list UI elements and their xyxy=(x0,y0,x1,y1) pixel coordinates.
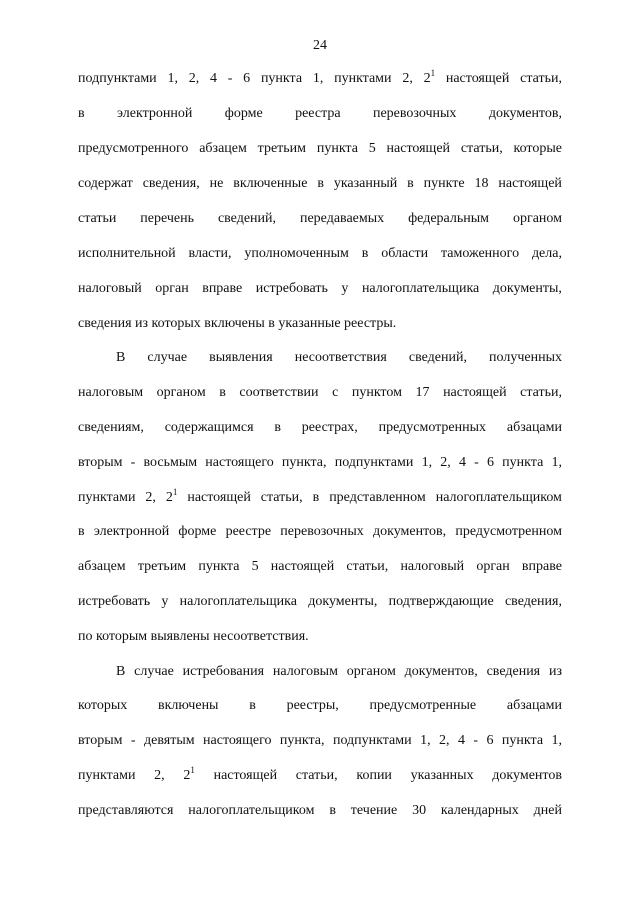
word: представляются xyxy=(78,803,174,818)
word: сведения, xyxy=(504,594,562,609)
word: документов xyxy=(492,768,562,783)
superscript-1: 1 xyxy=(430,68,436,78)
word: реестре xyxy=(225,524,272,539)
word: статьи, xyxy=(520,385,562,400)
word: указанных xyxy=(410,768,474,783)
word: 4 xyxy=(458,455,466,470)
word: 2$^1$ xyxy=(165,487,178,505)
word: 2, xyxy=(440,455,451,470)
text-line xyxy=(78,176,562,192)
word: - xyxy=(130,733,136,748)
word: сведениям, xyxy=(78,420,144,435)
word: исполнительной xyxy=(78,246,176,261)
word: настоящего xyxy=(205,455,274,470)
word: статьи, xyxy=(520,71,562,86)
word: настоящего xyxy=(203,733,272,748)
text-line xyxy=(116,350,562,366)
text-line xyxy=(78,559,562,575)
word: 2, xyxy=(145,490,156,505)
word: вторым xyxy=(78,733,123,748)
word: таможенного xyxy=(440,246,520,261)
text-line xyxy=(78,281,562,297)
word: 2, xyxy=(402,71,413,86)
word: подпунктами xyxy=(78,71,157,86)
word: 1, xyxy=(551,455,562,470)
word: органом xyxy=(156,385,206,400)
word: 6 xyxy=(486,455,494,470)
word: которых xyxy=(78,698,128,713)
word: пункта xyxy=(502,455,544,470)
word: электронной xyxy=(93,524,170,539)
word: налогоплательщика xyxy=(179,594,297,609)
word: дней xyxy=(533,803,562,818)
word: с xyxy=(332,385,339,400)
text-line xyxy=(78,803,562,819)
word: статьи, xyxy=(346,559,389,574)
word: пункта, xyxy=(279,733,325,748)
word: вправе xyxy=(521,559,562,574)
text-line xyxy=(78,765,562,784)
word: - xyxy=(227,71,233,86)
word: 5 xyxy=(368,141,376,156)
word: третьим xyxy=(257,141,307,156)
word: орган xyxy=(155,281,189,296)
superscript-1: 1 xyxy=(190,765,195,775)
word: 5 xyxy=(251,559,259,574)
word: у xyxy=(161,594,169,609)
word: 30 xyxy=(412,803,427,818)
word: налогоплательщиком xyxy=(188,803,315,818)
word: соответствии xyxy=(239,385,319,400)
word: у xyxy=(341,281,349,296)
word: пунктом xyxy=(351,385,402,400)
word: не xyxy=(209,176,224,191)
word: налоговым xyxy=(78,385,144,400)
word: абзацем xyxy=(78,559,126,574)
word: статьи, xyxy=(260,490,303,505)
word: настоящей xyxy=(445,71,510,86)
word: содержат xyxy=(78,176,133,191)
word: пункта xyxy=(501,733,544,748)
word: в xyxy=(78,524,85,539)
word: налоговый xyxy=(78,281,142,296)
word: налоговый xyxy=(400,559,465,574)
word: настоящей xyxy=(386,141,451,156)
word: области xyxy=(381,246,429,261)
word: реестрах, xyxy=(301,420,358,435)
word: сведения из которых включены в указанные реестры. xyxy=(78,316,397,331)
text-line xyxy=(78,524,562,540)
word: пункта, xyxy=(281,455,327,470)
word: федеральным xyxy=(408,211,490,226)
word: - xyxy=(130,455,136,470)
word: в xyxy=(219,385,226,400)
word: статьи, xyxy=(460,141,503,156)
text-line xyxy=(78,316,562,332)
word: 18 xyxy=(474,176,489,191)
word: 4 xyxy=(457,733,465,748)
word: которые xyxy=(513,141,562,156)
word: дела, xyxy=(531,246,562,261)
word: 6 xyxy=(243,71,251,86)
word: включены xyxy=(157,698,219,713)
word: пункта xyxy=(260,71,303,86)
word: настоящей xyxy=(213,768,278,783)
word: перевозочных xyxy=(372,106,457,121)
text-line xyxy=(78,629,562,645)
word: налогоплательщиком xyxy=(435,490,562,505)
word: девятым xyxy=(144,733,195,748)
word: включенные xyxy=(233,176,308,191)
word: уполномоченным xyxy=(244,246,349,261)
superscript-1: 1 xyxy=(172,487,178,497)
text-line xyxy=(78,420,562,436)
word: течение xyxy=(350,803,398,818)
word: 2, xyxy=(439,733,450,748)
word: 1, xyxy=(421,455,433,470)
word: 1, xyxy=(167,71,178,86)
word: пунктами xyxy=(334,71,392,86)
word: в xyxy=(329,803,336,818)
text-line xyxy=(116,664,562,680)
word: календарных xyxy=(440,803,519,818)
word: подпунктами xyxy=(332,733,412,748)
word: форме xyxy=(224,106,263,121)
word: 2, xyxy=(188,71,200,86)
word: 4 xyxy=(209,71,217,86)
word: в xyxy=(407,176,414,191)
word: полученных xyxy=(489,350,562,365)
word: предусмотренном xyxy=(455,524,562,539)
word: подпунктами xyxy=(334,455,414,470)
word: истребовать xyxy=(255,281,328,296)
word: 2$^1$ xyxy=(183,765,195,783)
word: статьи xyxy=(78,211,117,226)
text-line xyxy=(78,246,562,262)
word: пунктами xyxy=(78,768,136,783)
word: несоответствия xyxy=(294,350,387,365)
word: предусмотренные xyxy=(369,698,477,713)
word: абзацами xyxy=(506,698,562,713)
text-line xyxy=(78,698,562,714)
word: 6 xyxy=(486,733,494,748)
word: в xyxy=(274,420,281,435)
word: электронной xyxy=(117,106,193,121)
word: случае xyxy=(134,664,174,679)
word: истребовать xyxy=(78,594,151,609)
word: 17 xyxy=(415,385,430,400)
word: копии xyxy=(356,768,392,783)
word: пункте xyxy=(423,176,465,191)
word: перечень xyxy=(140,211,194,226)
text-line xyxy=(78,106,562,122)
word: органом xyxy=(346,664,396,679)
word: в xyxy=(312,490,320,505)
word: - xyxy=(474,455,479,470)
word: настоящей xyxy=(498,176,562,191)
word: 1, xyxy=(551,733,562,748)
word: в xyxy=(78,106,85,121)
word: орган xyxy=(476,559,510,574)
word: пункта xyxy=(198,559,240,574)
word: настоящей xyxy=(270,559,335,574)
word: 2$^1$ xyxy=(423,68,436,86)
word: 2, xyxy=(154,768,165,783)
word: документов, xyxy=(488,106,562,121)
word: документов, xyxy=(372,524,447,539)
word: вторым xyxy=(78,455,123,470)
text-line xyxy=(78,141,562,157)
word: указанный xyxy=(333,176,398,191)
word: абзацем xyxy=(199,141,247,156)
word: в xyxy=(361,246,369,261)
word: реестра xyxy=(295,106,341,121)
word: В xyxy=(116,350,126,365)
word: настоящей xyxy=(187,490,251,505)
word: выявления xyxy=(209,350,273,365)
text-line xyxy=(78,733,562,749)
text-line xyxy=(78,487,562,506)
word: 1, xyxy=(312,71,324,86)
word: документов, xyxy=(404,664,478,679)
word: сведений, xyxy=(408,350,467,365)
text-line xyxy=(78,385,562,401)
word: передаваемых xyxy=(299,211,385,226)
word: содержащимся xyxy=(164,420,254,435)
word: предусмотренного xyxy=(78,141,189,156)
word: налоговым xyxy=(272,664,338,679)
word: восьмым xyxy=(143,455,198,470)
word: налогоплательщика xyxy=(361,281,480,296)
word: документы, xyxy=(492,281,562,296)
word: абзацами xyxy=(506,420,562,435)
word: по которым выявлены несоответствия. xyxy=(78,629,309,644)
word: статьи, xyxy=(295,768,338,783)
text-line xyxy=(78,68,562,87)
word: настоящей xyxy=(443,385,507,400)
word: органом xyxy=(512,211,562,226)
word: подтверждающие xyxy=(388,594,494,609)
word: пункта xyxy=(316,141,358,156)
word: пунктами xyxy=(78,490,136,505)
word: реестры, xyxy=(286,698,339,713)
text-line xyxy=(78,594,562,610)
word: в xyxy=(317,176,324,191)
text-line xyxy=(78,211,562,227)
word: сведения xyxy=(486,664,541,679)
word: перевозочных xyxy=(280,524,364,539)
word: случае xyxy=(147,350,188,365)
word: - xyxy=(473,733,479,748)
word: истребования xyxy=(182,664,265,679)
word: третьим xyxy=(137,559,187,574)
word: власти, xyxy=(188,246,232,261)
word: вправе xyxy=(202,281,243,296)
word: 1, xyxy=(420,733,431,748)
word: сведений, xyxy=(217,211,277,226)
word: документы, xyxy=(308,594,378,609)
word: предусмотренных xyxy=(378,420,487,435)
word: из xyxy=(548,664,562,679)
word: сведения, xyxy=(142,176,200,191)
word: форме xyxy=(178,524,217,539)
word: в xyxy=(249,698,256,713)
text-line xyxy=(78,455,562,471)
word: В xyxy=(116,664,126,679)
page-number: 24 xyxy=(313,38,327,53)
word: представленном xyxy=(329,490,426,505)
